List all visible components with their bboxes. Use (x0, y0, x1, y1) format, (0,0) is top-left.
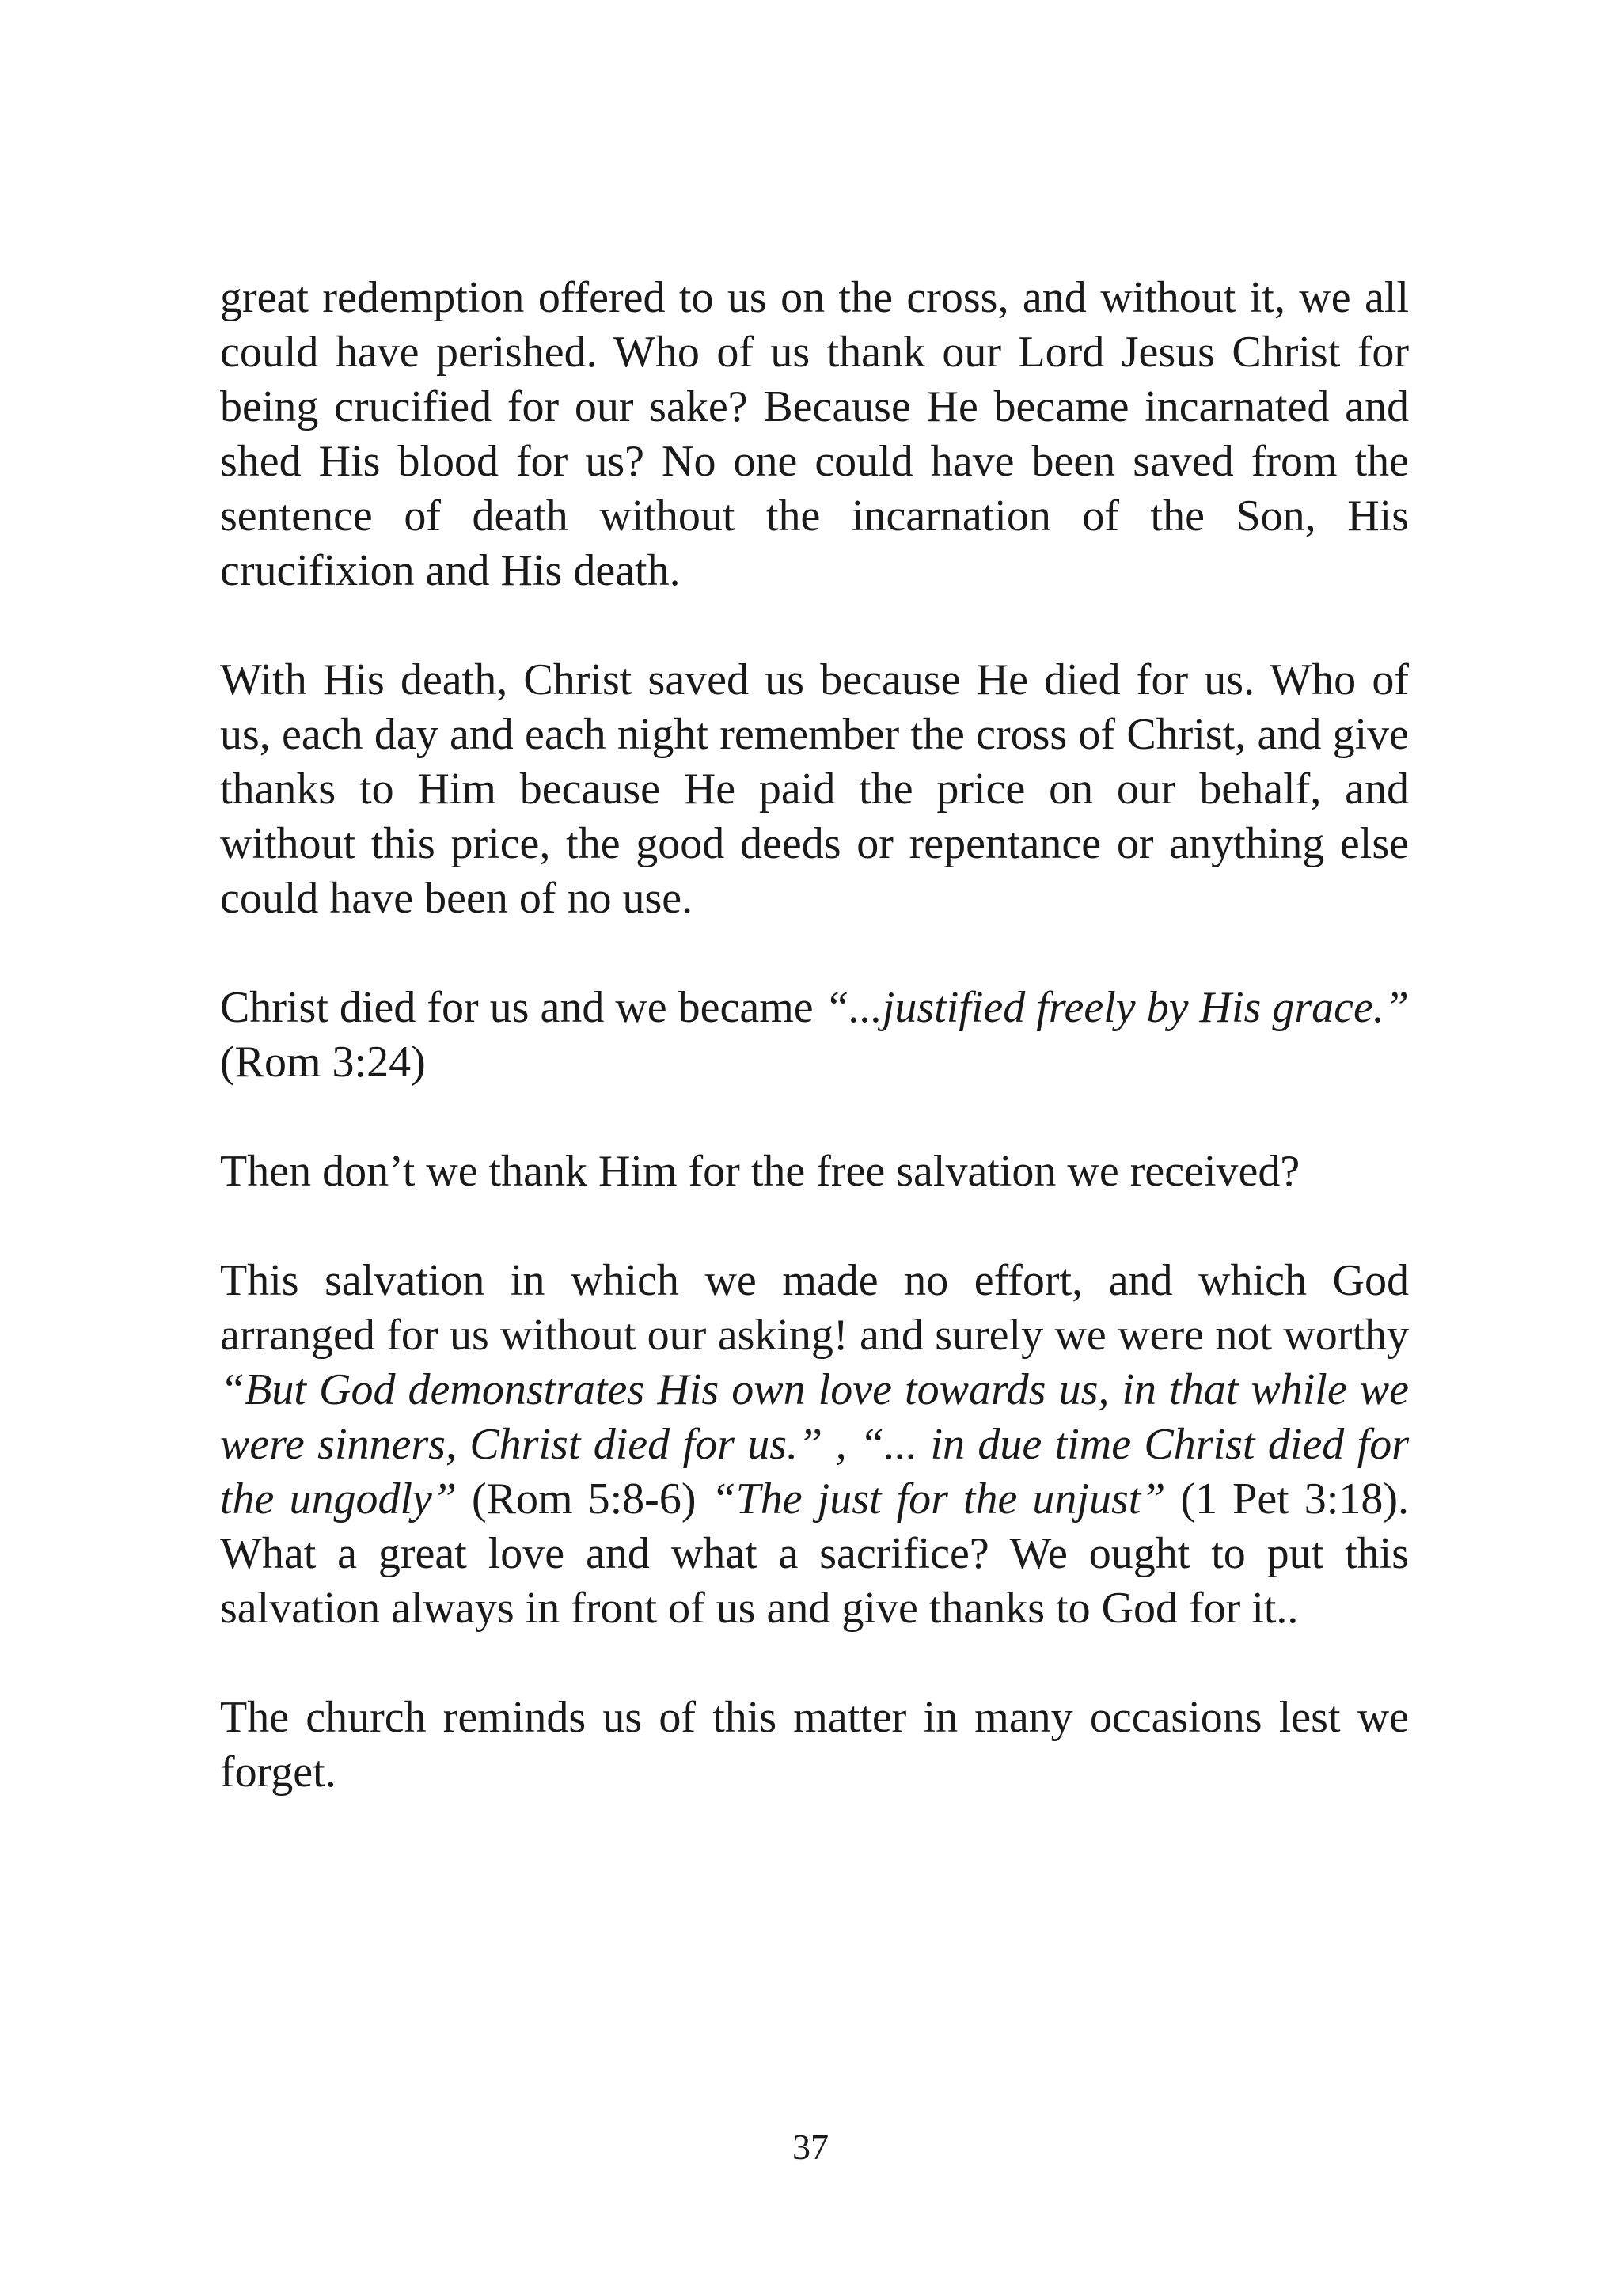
page-number: 37 (792, 2127, 829, 2167)
text-run: (1 Pet 3:18). What a great love and what a sacrifice? We ought to put this salvation always in front of us and give thanks to God for it.. (220, 1474, 1409, 1633)
paragraph (220, 1144, 1409, 1199)
paragraph (220, 1254, 1409, 1636)
text-run: With His death, Christ saved us because He died for us. Who of us, each day and each night remember the cross of Christ, and give thanks to Him because He paid the price on our behalf, and without this price, the good deeds or repentance or anything else could have been of no use. (220, 655, 1409, 923)
paragraph (220, 271, 1409, 598)
body-text (220, 271, 1409, 1800)
text-run: great redemption offered to us on the cross, and without it, we all could have perished. Who of us thank our Lord Jesus Christ for being crucified for our sake? Because He became incarnated and shed His blood for us? No one could have been saved from the sentence of death without the incarnation of the Son, His crucifixion and His death. (220, 273, 1409, 595)
text-run: Christ died for us and we became (220, 983, 825, 1032)
text-run: This salvation in which we made no effort, and which God arranged for us without our asking! and surely we were not worthy (220, 1256, 1409, 1360)
scripture-quote: “The just for the unjust” (711, 1474, 1166, 1524)
paragraph (220, 1691, 1409, 1800)
scripture-quote: “...justified freely by His grace.” (824, 983, 1409, 1032)
paragraph (220, 653, 1409, 926)
text-run: The church reminds us of this matter in many occasions lest we forget. (220, 1693, 1409, 1797)
scripture-reference: (Rom 3:24) (220, 1038, 426, 1087)
text-run: Then don’t we thank Him for the free salvation we received? (220, 1147, 1300, 1196)
scripture-reference: (Rom 5:8-6) (457, 1474, 712, 1524)
paragraph (220, 981, 1409, 1090)
scripture-quote: “But God demonstrates His own love towards us, in that while we were sinners, Christ died for us.” , “... in due time Christ died for the ungodly” (220, 1365, 1409, 1524)
